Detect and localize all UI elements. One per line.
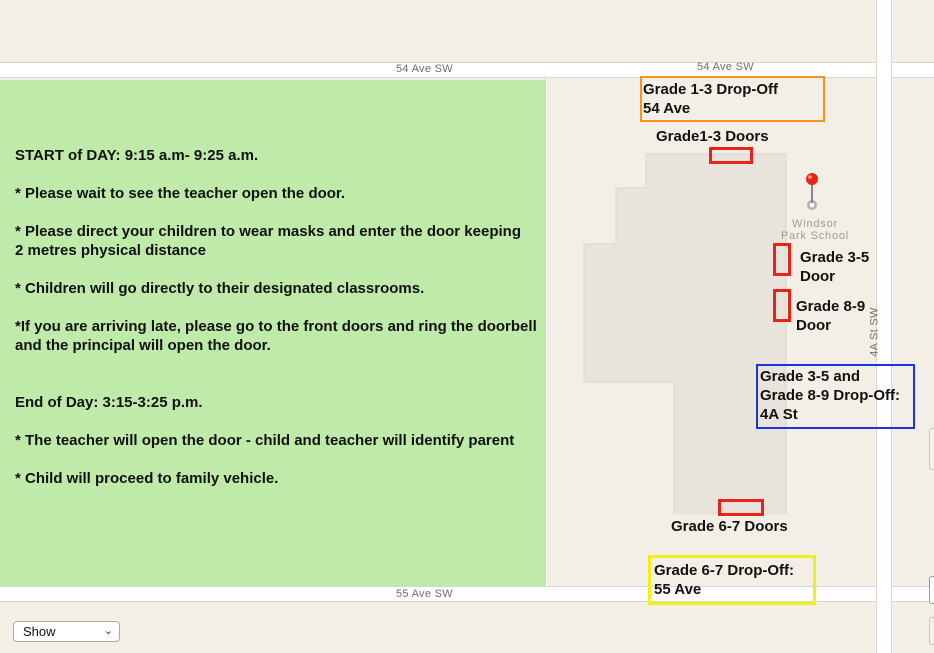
instructions-panel <box>15 146 575 507</box>
vehicle-text: * Child will proceed to family vehicle. <box>15 470 279 487</box>
masks-text: * Please direct your children to wear masks and enter the door keeping 2 metres physical distance <box>15 223 521 259</box>
map-edge-tab-bottom <box>929 576 934 604</box>
dropoff-3-5-8-9-label: Grade 3-5 and Grade 8-9 Drop-Off: 4A St <box>760 368 901 423</box>
school-name-label: Windsor Park School <box>780 218 850 242</box>
school-building <box>582 152 788 514</box>
start-of-day-text: START of DAY: 9:15 a.m- 9:25 a.m. <box>15 147 259 164</box>
road-label-54-ave: 54 Ave SW <box>396 63 453 75</box>
map-edge-tab <box>929 428 934 470</box>
classrooms-text: * Children will go directly to their designated classrooms. <box>15 280 425 297</box>
door-8-9-label: Grade 8-9 Door <box>796 298 866 334</box>
chevron-down-icon: ⌄ <box>103 625 113 637</box>
door-marker-3-5 <box>773 243 791 276</box>
road-label-54-ave-right: 54 Ave SW <box>697 61 754 73</box>
dropoff-6-7-label: Grade 6-7 Drop-Off: 55 Ave <box>654 562 795 598</box>
doors-1-3-label: Grade1-3 Doors <box>656 128 769 145</box>
location-pin-icon <box>800 170 830 214</box>
wait-text: * Please wait to see the teacher open the door. <box>15 185 346 202</box>
door-marker-1-3 <box>709 147 753 164</box>
late-text: *If you are arriving late, please go to the front doors and ring the doorbell and the principal will open the door. <box>15 318 537 354</box>
door-marker-8-9 <box>773 289 791 322</box>
end-of-day-text: End of Day: 3:15-3:25 p.m. <box>15 394 203 411</box>
door-3-5-label: Grade 3-5 Door <box>800 249 870 285</box>
show-dropdown[interactable] <box>13 621 120 642</box>
road-label-4a-st: 4A St SW <box>868 307 881 357</box>
road-label-55-ave: 55 Ave SW <box>396 588 453 600</box>
identify-text: * The teacher will open the door - child and teacher will identify parent <box>15 432 515 449</box>
doors-6-7-label: Grade 6-7 Doors <box>671 518 788 535</box>
door-marker-6-7 <box>718 499 764 516</box>
map-edge-tab-lower <box>929 617 934 645</box>
show-dropdown-value: Show <box>23 624 56 639</box>
dropoff-1-3-label: Grade 1-3 Drop-Off 54 Ave <box>643 81 779 117</box>
